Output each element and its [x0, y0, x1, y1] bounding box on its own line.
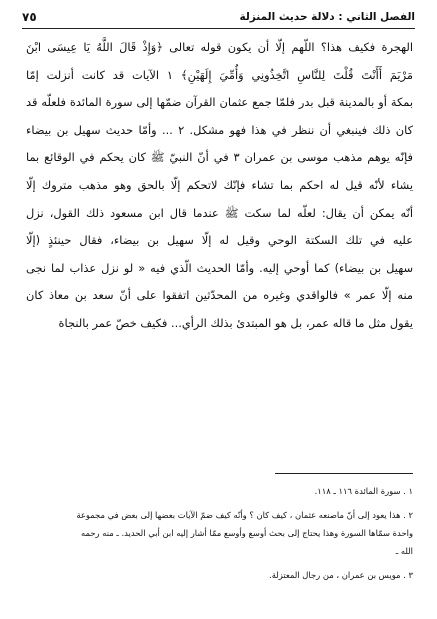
body-line: بمكة أو بالمدينة قبل بدر فلمّا جمع عثمان القرآن ضمّها إلى سورة المائدة فلعلّه قد: [26, 95, 413, 110]
footnote-line: واحدة سمّاها السورة وهذا يحتاج إلى بحث أوسع وأوسع ممّا أشار إليه ابن أبي الحديد. ـ منه رحمه: [80, 528, 413, 538]
body-line: يقول مثل ما قاله عمر، بل هو المبتدئ بذلك الرأي... فكيف خصّ عمر بالنجاة: [58, 315, 413, 330]
footnote-2: [26, 506, 413, 560]
footnote-separator: [275, 473, 413, 474]
footnote-line: ١ . سورة المائدة ١١٦ ـ ١١٨.: [314, 486, 413, 496]
body-line: يشاء لأنّه قيل له احكم بما تشاء فإنّك لاتحكم إلّا بالحق وهو مذهب متروك إلّا: [26, 177, 413, 192]
page-header: [22, 6, 415, 28]
footnote-3: [26, 566, 413, 584]
running-title: الفصل الثاني : دلالة حديث المنزلة: [239, 11, 415, 23]
body-line: أنّه يمكن أن يقال: لعلّه لما سكت ﷺ عندما قال ابن مسعود ذلك القول، نزل: [26, 205, 413, 220]
header-rule: [22, 28, 415, 29]
body-text: [26, 34, 413, 338]
page-number: ٧٥: [22, 10, 37, 24]
body-line: عليه في تلك السكتة الوحي وقيل له إلّا سهيل بن بيضاء، فقال حينئذٍ (إلّا: [26, 233, 413, 248]
footnote-line: الله ـ: [395, 546, 413, 556]
footnote-line: ٣ . مويس بن عمران ، من رجال المعتزلة.: [269, 570, 413, 580]
body-line: سهيل بن بيضاء) كما أوحي إليه. وأمّا الحديث الّذي فيه « لو نزل عذاب لما نجى: [26, 260, 413, 275]
body-line: منه إلّا عمر » فالواقدي وغيره من المحدّثين اتفقوا على أنّ سعد بن معاذ كان: [26, 288, 413, 303]
footnotes: [26, 482, 413, 584]
body-line: كان ذلك فينبغي أن ننظر في هذا فهو مشكل. ٢ ... وأمّا حديث سهيل بن بيضاء: [26, 122, 413, 137]
footnote-line: ٢ . هذا يعود إلى أنّ ماصنعه عثمان ، كيف كان ؟ وأنّه كيف ضمّ الآيات بعضها إلى بعض في مجموعة: [76, 510, 413, 520]
body-line: فإنّه يوهم مذهب موسى بن عمران ٣ في أنّ النبيّ ﷺ كان يحكم في الوقائع بما: [26, 150, 413, 165]
footnote-1: [26, 482, 413, 500]
body-line: مَرْيَمَ أَأَنْتَ قُلْتَ لِلنَّاسِ اتَّخِذُونِي وَأُمِّيَ إِلَهَيْنِ﴾ ١ الآيات قد كانت أنزلت إمّا: [26, 67, 413, 82]
body-line: الهجرة فكيف هذا؟ اللّهم إلّا أن يكون قوله تعالى ﴿وَإِذْ قَالَ اللَّهُ يَا عِيسَى ابْنَ: [26, 40, 413, 54]
